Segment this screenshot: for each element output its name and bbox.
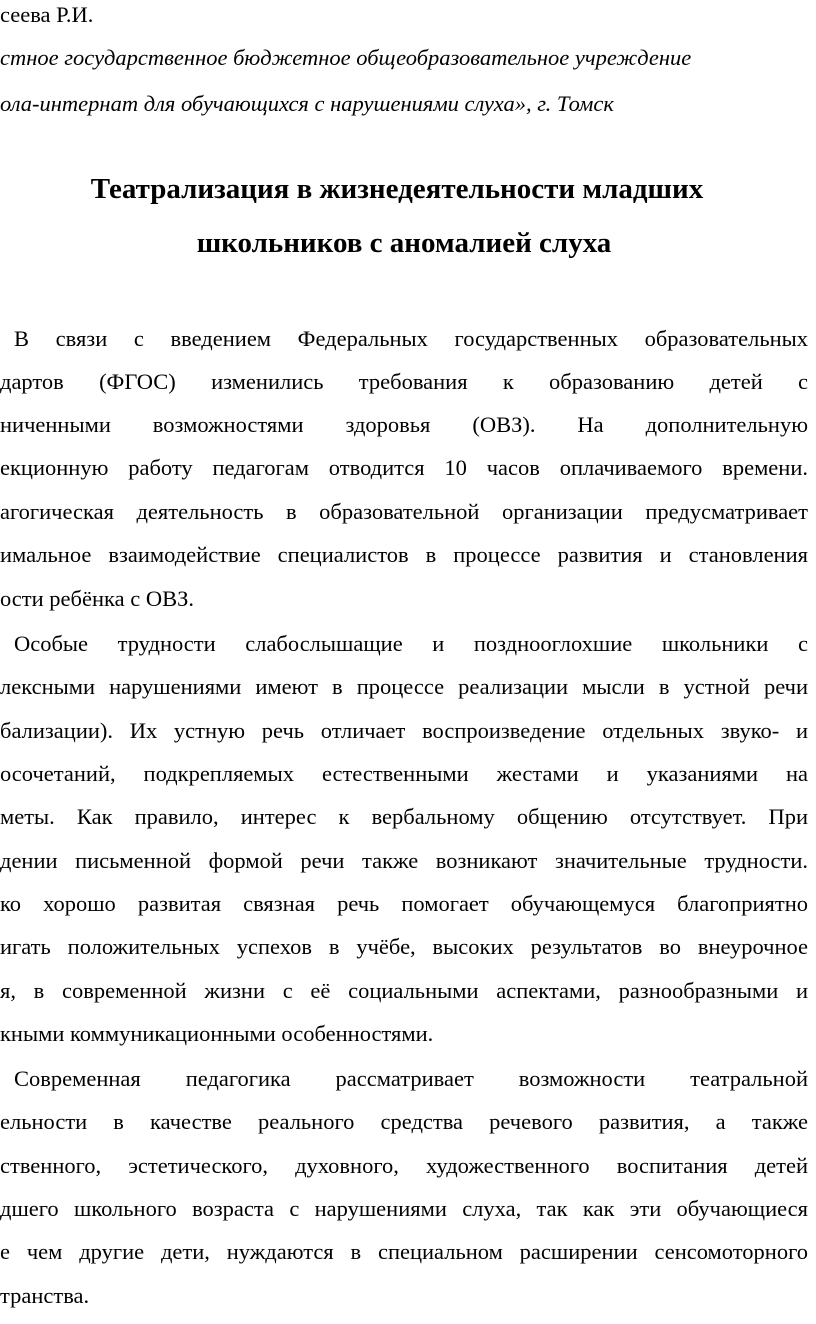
paragraph-line: я, в современной жизни с её социальными аспектами, разнообразными и	[0, 978, 808, 1003]
paragraph-line: дартов (ФГОС) изменились требования к образованию детей с	[0, 369, 808, 394]
paragraph-line: ко хорошо развитая связная речь помогает обучающемуся благоприятно	[0, 891, 808, 916]
paragraph-line: В связи с введением Федеральных государственных образовательных	[14, 326, 808, 351]
paragraph-line: меты. Как правило, интерес к вербальному общению отсутствует. При	[0, 804, 808, 829]
paragraph-line: имальное взаимодействие специалистов в процессе развития и становления	[0, 542, 808, 567]
paragraph-line: ственного, эстетического, духовного, художественного воспитания детей	[0, 1153, 808, 1178]
paragraph-line: екционную работу педагогам отводится 10 часов оплачиваемого времени.	[0, 455, 808, 480]
organization-line-1: стное государственное бюджетное общеобразовательное учреждение	[0, 45, 692, 70]
document-title-line-2: школьников с аномалией слуха	[196, 227, 612, 259]
organization-line-2: ола-интернат для обучающихся с нарушениями слуха», г. Томск	[0, 91, 614, 116]
paragraph-line: кными коммуникационными особенностями.	[0, 1021, 434, 1046]
paragraph-line: ости ребёнка с ОВЗ.	[0, 586, 194, 611]
paragraph-line: е чем другие дети, нуждаются в специальном расширении сенсомоторного	[0, 1239, 808, 1264]
paragraph-line: бализации). Их устную речь отличает воспроизведение отдельных звуко- и	[0, 718, 808, 743]
paragraph-line: осочетаний, подкрепляемых естественными жестами и указаниями на	[0, 761, 808, 786]
paragraph-line: Особые трудности слабослышащие и позднооглохшие школьники с	[14, 631, 808, 656]
paragraph-line: ниченными возможностями здоровья (ОВЗ). На дополнительную	[0, 412, 808, 437]
paragraph-line: дении письменной формой речи также возникают значительные трудности.	[0, 848, 808, 873]
paragraph-line: ельности в качестве реального средства речевого развития, а также	[0, 1109, 808, 1134]
paragraph-line: дшего школьного возраста с нарушениями слуха, так как эти обучающиеся	[0, 1196, 808, 1221]
author-name: сеева Р.И.	[0, 2, 94, 27]
paragraph-line: транства.	[0, 1283, 90, 1308]
paragraph-line: игать положительных успехов в учёбе, высоких результатов во внеурочное	[0, 934, 808, 959]
paragraph-line: агогическая деятельность в образовательной организации предусматривает	[0, 499, 808, 524]
paragraph-line: Современная педагогика рассматривает возможности театральной	[14, 1066, 808, 1091]
paragraph-line: лексными нарушениями имеют в процессе реализации мысли в устной речи	[0, 674, 808, 699]
document-title-line-1: Театрализация в жизнедеятельности младших	[90, 173, 704, 205]
